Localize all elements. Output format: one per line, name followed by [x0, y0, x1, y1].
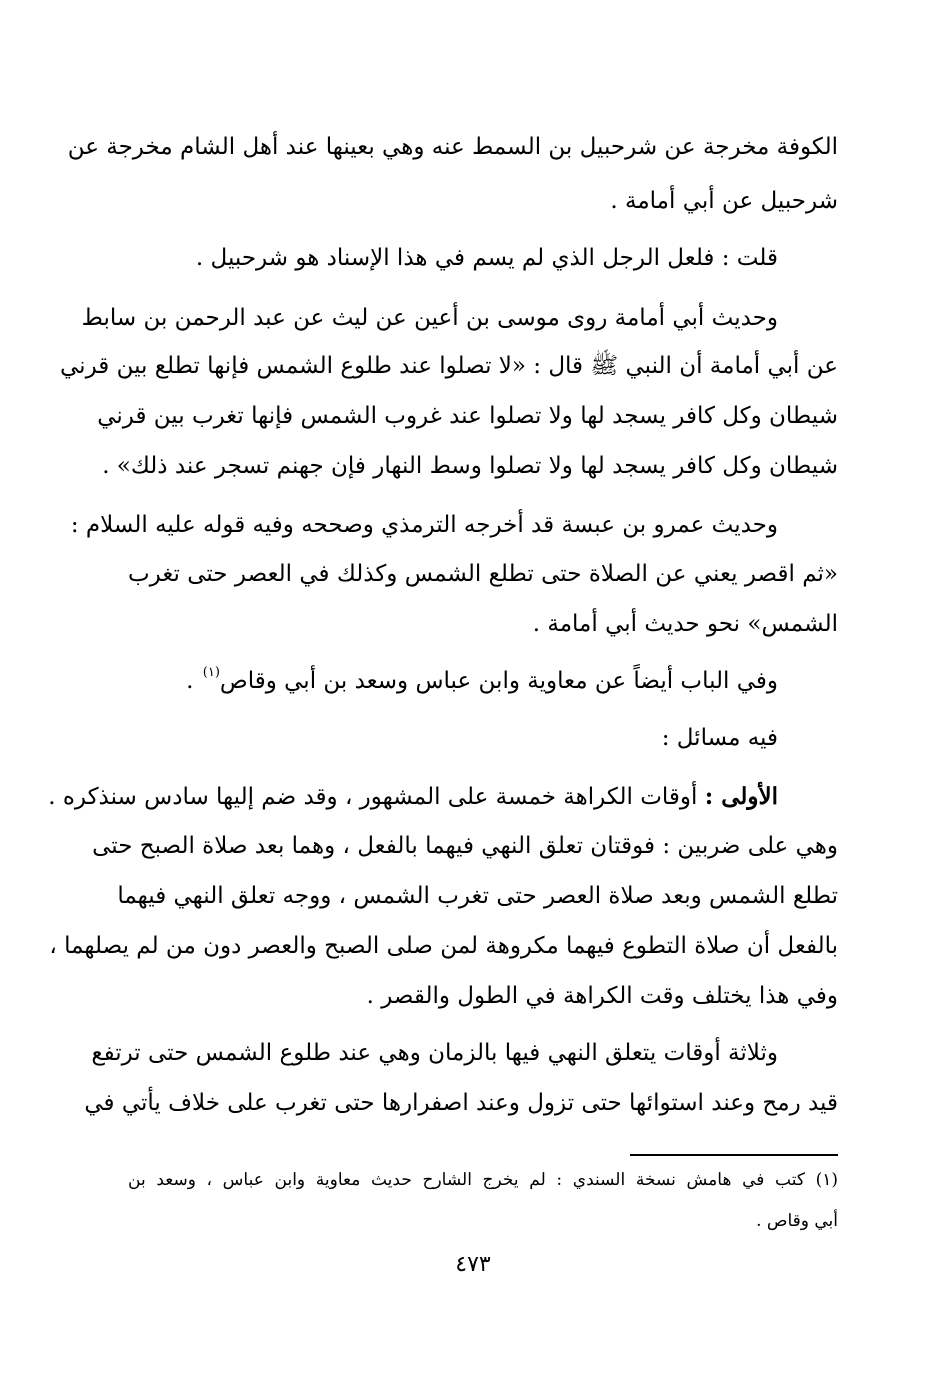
footnote-separator — [630, 1154, 838, 1156]
body-line-10: الشمس» نحو حديث أبي أمامة . — [532, 611, 838, 637]
body-line-19: قيد رمح وعند استوائها حتى تزول وعند اصفرارها حتى تغرب على خلاف يأتي في — [84, 1090, 838, 1116]
footnote-marker: (١) — [202, 665, 220, 680]
body-line-2: شرحبيل عن أبي أمامة . — [610, 188, 838, 214]
page-number: ٤٧٣ — [455, 1252, 491, 1277]
body-line-4: وحديث أبي أمامة روى موسى بن أعين عن ليث عن عبد الرحمن بن سابط — [81, 305, 778, 331]
body-line-9: «ثم اقصر يعني عن الصلاة حتى تطلع الشمس وكذلك في العصر حتى تغرب — [128, 561, 838, 587]
body-line-11-text: وفي الباب أيضاً عن معاوية وابن عباس وسعد بن أبي وقاص — [219, 668, 778, 694]
body-line-15: تطلع الشمس وبعد صلاة العصر حتى تغرب الشمس ، ووجه تعلق النهي فيهما — [117, 883, 838, 909]
body-line-14: وهي على ضربين : فوقتان تعلق النهي فيهما بالفعل ، وهما بعد صلاة الصبح حتى — [92, 833, 838, 859]
body-line-6: شيطان وكل كافر يسجد لها ولا تصلوا عند غروب الشمس فإنها تغرب بين قرني — [97, 403, 838, 429]
body-line-8: وحديث عمرو بن عبسة قد أخرجه الترمذي وصححه وفيه قوله عليه السلام : — [70, 512, 778, 538]
footnote-line-1: (١) كتب في هامش نسخة السندي : لم يخرج الشارح حديث معاوية وابن عباس ، وسعد بن — [128, 1170, 838, 1190]
body-line-1: الكوفة مخرجة عن شرحبيل بن السمط عنه وهي بعينها عند أهل الشام مخرجة عن — [67, 134, 838, 160]
body-line-11 — [128, 661, 838, 701]
body-line-11-end: . — [186, 668, 194, 694]
body-line-7: شيطان وكل كافر يسجد لها ولا تصلوا وسط النهار فإن جهنم تسجر عند ذلك» . — [102, 453, 838, 479]
body-line-18: وثلاثة أوقات يتعلق النهي فيها بالزمان وهي عند طلوع الشمس حتى ترتفع — [91, 1040, 778, 1066]
body-line-3: قلت : فلعل الرجل الذي لم يسم في هذا الإسناد هو شرحبيل . — [195, 245, 778, 271]
body-line-17: وفي هذا يختلف وقت الكراهة في الطول والقصر . — [366, 983, 838, 1009]
body-line-13-text: أوقات الكراهة خمسة على المشهور ، وقد ضم إليها سادس سنذكره . — [48, 784, 698, 810]
body-line-13 — [48, 777, 838, 817]
body-line-5: عن أبي أمامة أن النبي ﷺ قال : «لا تصلوا عند طلوع الشمس فإنها تطلع بين قرني — [60, 353, 838, 379]
footnote-line-2: أبي وقاص . — [756, 1211, 838, 1231]
body-line-12: فيه مسائل : — [661, 725, 778, 751]
section-heading-first: الأولى : — [704, 783, 778, 810]
body-line-16: بالفعل أن صلاة التطوع فيهما مكروهة لمن صلى الصبح والعصر دون من لم يصلهما ، — [49, 933, 838, 959]
